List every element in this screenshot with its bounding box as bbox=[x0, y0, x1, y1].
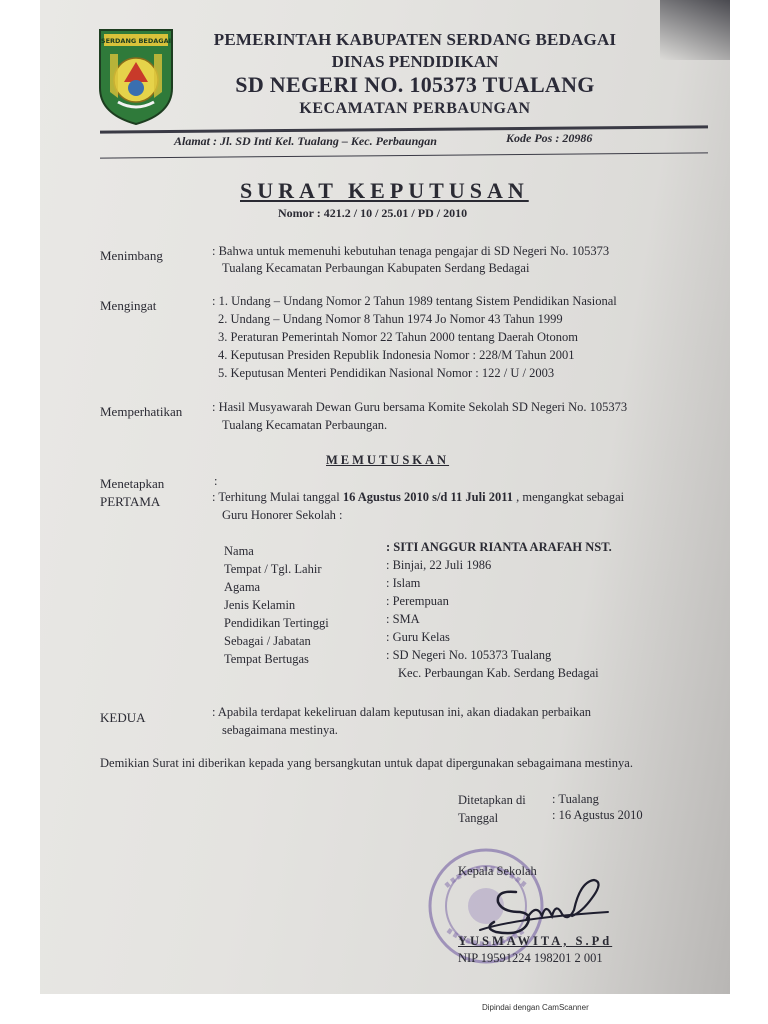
menimbang-line-2: Tualang Kecamatan Perbaungan Kabupaten Serdang Bedagai bbox=[222, 261, 530, 275]
tanggal-value: : 16 Agustus 2010 bbox=[552, 808, 643, 822]
kop-pemerintah: PEMERINTAH KABUPATEN SERDANG BEDAGAI bbox=[213, 30, 617, 49]
detail-key-nama: Nama bbox=[224, 544, 254, 558]
detail-value-jabatan: : Guru Kelas bbox=[386, 630, 450, 644]
document-number: Nomor : 421.2 / 10 / 25.01 / PD / 2010 bbox=[278, 206, 468, 220]
mengingat-item-1: : 1. Undang – Undang Nomor 2 Tahun 1989 tentang Sistem Pendidikan Nasional bbox=[212, 294, 617, 308]
mengingat-item-3: 3. Peraturan Pemerintah Nomor 22 Tahun 2000 tentang Daerah Otonom bbox=[218, 330, 578, 344]
menimbang-label: Menimbang bbox=[100, 248, 163, 263]
detail-value-tempat-tugas: : SD Negeri No. 105373 Tualang bbox=[386, 648, 552, 662]
header-rule-thin bbox=[100, 152, 708, 158]
kepala-sekolah-label: Kepala Sekolah bbox=[458, 864, 537, 878]
header-rule-thick bbox=[100, 125, 708, 133]
svg-text:SERDANG BEDAGAI: SERDANG BEDAGAI bbox=[100, 37, 172, 45]
memperhatikan-label: Memperhatikan bbox=[100, 404, 183, 419]
kop-dinas: DINAS PENDIDIKAN bbox=[331, 52, 499, 71]
detail-key-ttl: Tempat / Tgl. Lahir bbox=[224, 562, 322, 576]
mengingat-item-2: 2. Undang – Undang Nomor 8 Tahun 1974 Jo Nomor 43 Tahun 1999 bbox=[218, 312, 563, 326]
detail-key-tempat-tugas: Tempat Bertugas bbox=[224, 652, 309, 666]
pertama-prefix: : Terhitung Mulai tanggal bbox=[212, 490, 343, 504]
signer-nip: NIP 19591224 198201 2 001 bbox=[458, 951, 603, 965]
kedua-line-1: : Apabila terdapat kekeliruan dalam keputusan ini, akan diadakan perbaikan bbox=[212, 705, 592, 719]
detail-key-agama: Agama bbox=[224, 580, 261, 594]
detail-value-tempat-tugas-2: Kec. Perbaungan Kab. Serdang Bedagai bbox=[398, 666, 599, 680]
pertama-line-1 bbox=[212, 490, 624, 505]
kode-pos: Kode Pos : 20986 bbox=[506, 131, 593, 145]
ditetapkan-label: Ditetapkan di bbox=[458, 793, 526, 807]
detail-key-jabatan: Sebagai / Jabatan bbox=[224, 634, 311, 648]
detail-value-kelamin: : Perempuan bbox=[386, 594, 449, 608]
pertama-line-2: Guru Honorer Sekolah : bbox=[222, 508, 343, 522]
kop-sekolah: SD NEGERI NO. 105373 TUALANG bbox=[235, 72, 595, 97]
pertama-dates: 16 Agustus 2010 s/d 11 Juli 2011 bbox=[342, 490, 514, 504]
regency-emblem-icon bbox=[96, 26, 176, 126]
ditetapkan-value: : Tualang bbox=[552, 792, 599, 806]
detail-value-pendidikan: : SMA bbox=[386, 612, 420, 626]
mengingat-label: Mengingat bbox=[100, 298, 157, 313]
memperhatikan-line-1: : Hasil Musyawarah Dewan Guru bersama Komite Sekolah SD Negeri No. 105373 bbox=[212, 400, 628, 414]
kedua-line-2: sebagaimana mestinya. bbox=[222, 723, 338, 737]
memperhatikan-line-2: Tualang Kecamatan Perbaungan. bbox=[222, 418, 388, 432]
scanner-footer: Dipindai dengan CamScanner bbox=[482, 1003, 589, 1012]
detail-value-agama: : Islam bbox=[386, 576, 421, 590]
pertama-suffix: , mengangkat sebagai bbox=[513, 490, 625, 504]
pertama-label: PERTAMA bbox=[100, 494, 161, 509]
menetapkan-colon: : bbox=[214, 474, 218, 488]
mengingat-item-5: 5. Keputusan Menteri Pendidikan Nasional Nomor : 122 / U / 2003 bbox=[218, 366, 555, 380]
detail-value-ttl: : Binjai, 22 Juli 1986 bbox=[386, 558, 492, 572]
memutuskan-heading: MEMUTUSKAN bbox=[326, 453, 450, 467]
scanned-letter bbox=[40, 0, 730, 994]
tanggal-label: Tanggal bbox=[458, 811, 499, 825]
detail-value-nama: : SITI ANGGUR RIANTA ARAFAH NST. bbox=[386, 540, 612, 554]
document-title: SURAT KEPUTUSAN bbox=[240, 178, 529, 203]
signer-name: YUSMAWITA, S.Pd bbox=[458, 934, 613, 948]
alamat: Alamat : Jl. SD Inti Kel. Tualang – Kec. Perbaungan bbox=[174, 134, 437, 148]
kedua-label: KEDUA bbox=[100, 710, 146, 725]
handwritten-signature-icon bbox=[476, 872, 616, 942]
detail-key-pendidikan: Pendidikan Tertinggi bbox=[224, 616, 329, 630]
menimbang-line-1: : Bahwa untuk memenuhi kebutuhan tenaga pengajar di SD Negeri No. 105373 bbox=[212, 244, 610, 258]
mengingat-item-4: 4. Keputusan Presiden Republik Indonesia Nomor : 228/M Tahun 2001 bbox=[218, 348, 575, 362]
menetapkan-label: Menetapkan bbox=[100, 476, 165, 491]
detail-key-kelamin: Jenis Kelamin bbox=[224, 598, 296, 612]
closing-statement: Demikian Surat ini diberikan kepada yang bersangkutan untuk dapat dipergunakan sebagaimana mestinya. bbox=[100, 756, 633, 770]
kop-kecamatan: KECAMATAN PERBAUNGAN bbox=[299, 100, 531, 117]
